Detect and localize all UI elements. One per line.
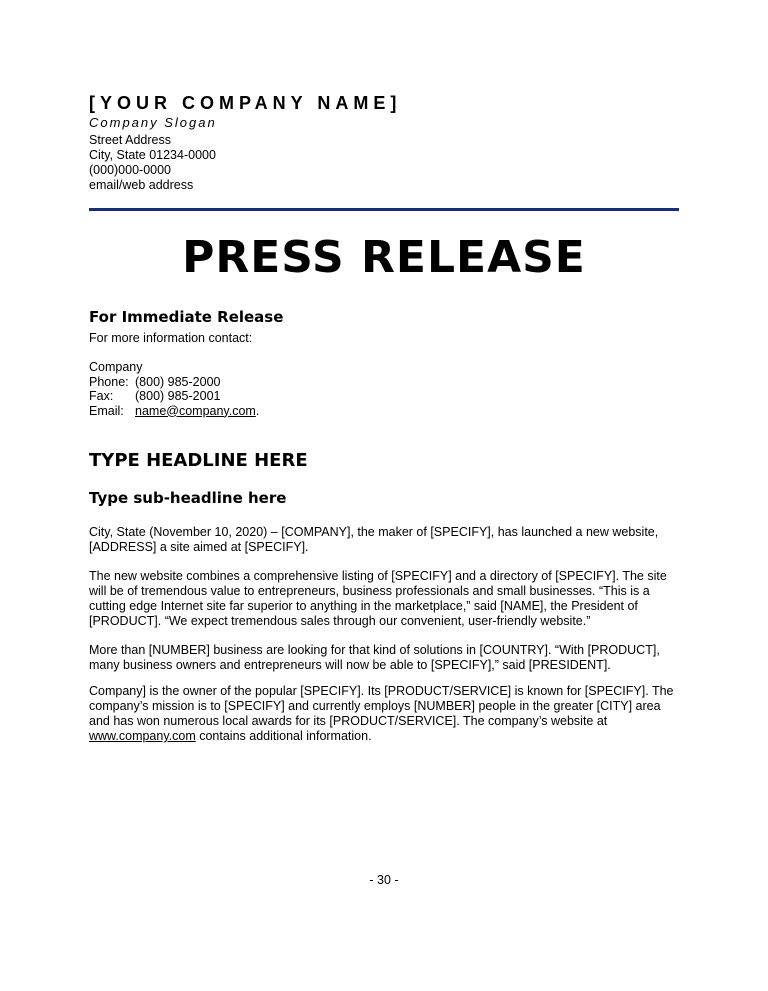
letterhead-divider <box>89 208 679 211</box>
paragraph-line: [ADDRESS] a site aimed at [SPECIFY]. <box>89 540 309 554</box>
paragraph-line: Company] is the owner of the popular [SPECIFY]. Its [PRODUCT/SERVICE] is known for [SPECIFY]. The <box>89 684 674 698</box>
phone-label: Phone: <box>89 374 129 389</box>
phone-value: (800) 985-2000 <box>135 374 221 389</box>
address-block <box>89 133 216 193</box>
email-link[interactable]: name@company.com <box>135 403 256 418</box>
phone-number: (000)000-0000 <box>89 163 172 177</box>
paragraph-line: and has won numerous local awards for its [PRODUCT/SERVICE]. The company’s website at <box>89 714 608 728</box>
contact-fax-row <box>89 389 259 404</box>
company-name: [YOUR COMPANY NAME] <box>89 93 402 113</box>
paragraph-line: The new website combines a comprehensive listing of [SPECIFY] and a directory of [SPECIFY]. The site <box>89 569 667 583</box>
contact-company: Company <box>89 360 143 374</box>
city-state-zip: City, State 01234-0000 <box>89 148 216 162</box>
headline: TYPE HEADLINE HERE <box>89 450 308 471</box>
paragraph-line: City, State (November 10, 2020) – [COMPANY], the maker of [SPECIFY], has launched a new website, <box>89 525 659 539</box>
paragraph-line: will be of tremendous value to entrepreneurs, business professionals and small businesses. “This is a <box>89 584 650 598</box>
more-info-text: For more information contact: <box>89 331 253 345</box>
paragraph-about <box>89 684 689 744</box>
link-tail-text: contains additional information. <box>195 729 372 743</box>
paragraph-intro <box>89 525 689 555</box>
paragraph-website <box>89 569 689 629</box>
company-slogan: Company Slogan <box>89 115 217 130</box>
fax-value: (800) 985-2001 <box>135 389 221 403</box>
paragraph-line: cutting edge Internet site far superior to anything in the marketplace,” said [NAME], the President of <box>89 599 638 613</box>
paragraph-line: many business owners and entrepreneurs will now be able to [SPECIFY],” said [PRESIDENT]. <box>89 658 611 672</box>
contact-email-row <box>89 404 259 419</box>
release-label: For Immediate Release <box>89 308 284 326</box>
email-web-address: email/web address <box>89 178 194 192</box>
contact-block <box>89 360 259 418</box>
page-number: - 30 - <box>369 873 399 887</box>
email-suffix: . <box>255 403 260 418</box>
contact-phone-row <box>89 375 259 390</box>
paragraph-line: More than [NUMBER] business are looking for that kind of solutions in [COUNTRY]. “With [PRODUCT], <box>89 643 660 657</box>
paragraph-market <box>89 643 689 673</box>
email-label: Email: <box>89 403 124 418</box>
press-release-title: PRESS RELEASE <box>182 232 586 283</box>
paragraph-line: [PRODUCT]. “We expect tremendous sales through our convenient, user-friendly website.” <box>89 614 591 628</box>
fax-label: Fax: <box>89 389 114 403</box>
street-address: Street Address <box>89 133 171 147</box>
website-link[interactable]: www.company.com <box>89 729 196 743</box>
paragraph-line-with-link <box>89 729 689 744</box>
sub-headline: Type sub-headline here <box>89 489 287 507</box>
paragraph-line: company’s mission is to [SPECIFY] and currently employs [NUMBER] people in the greater [CITY] area <box>89 699 661 713</box>
